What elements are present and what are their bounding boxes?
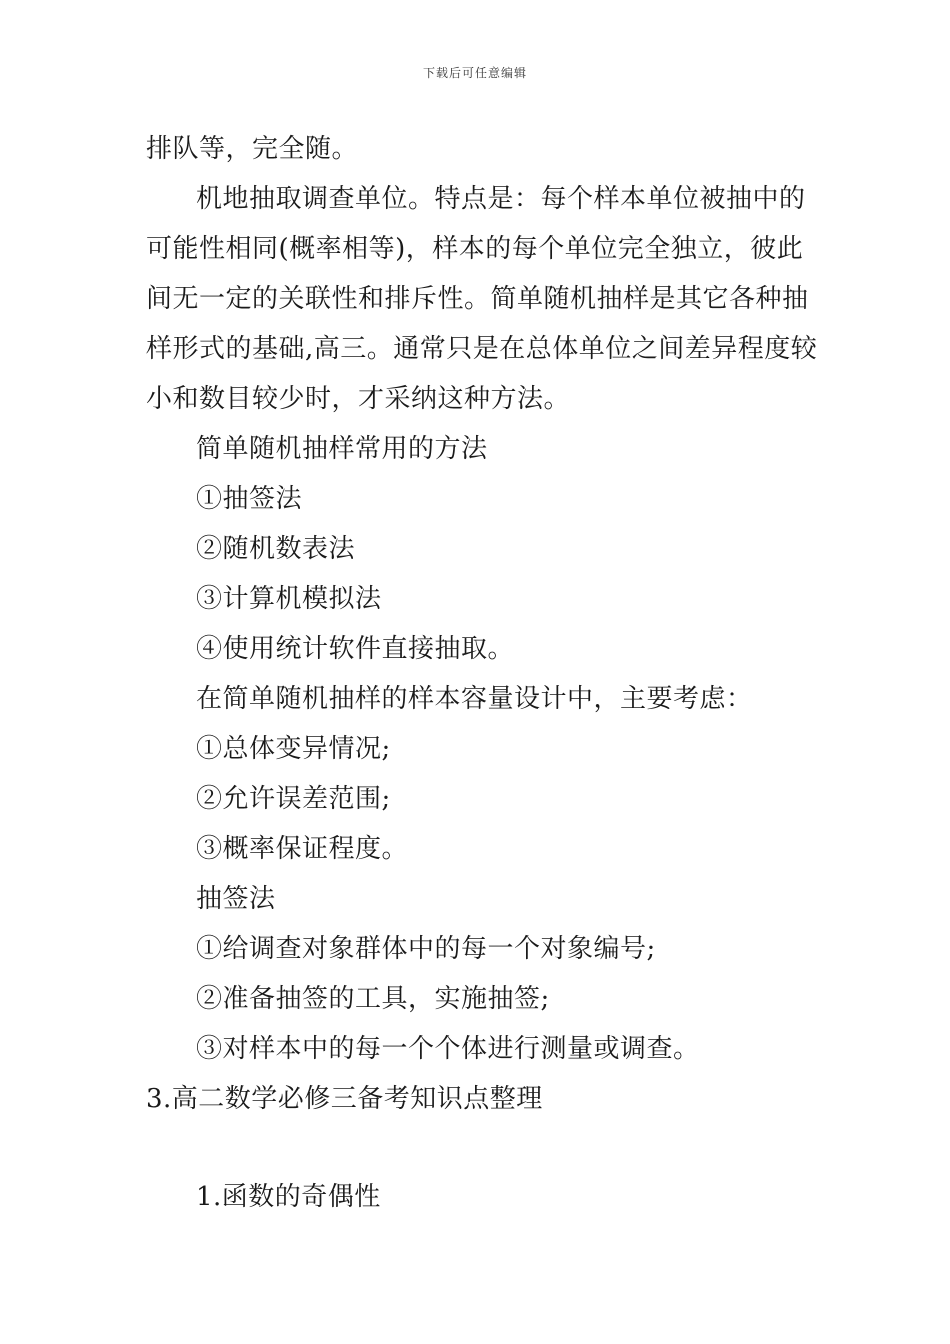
list-item: ③概率保证程度。 [196,834,409,864]
list-item: ②随机数表法 [196,534,356,564]
text-line: 小和数目较少时，才采纳这种方法。 [146,384,571,414]
list-item: ④使用统计软件直接抽取。 [196,634,515,664]
text-line: 排队等，完全随。 [146,134,359,164]
subsection-heading: 1.函数的奇偶性 [196,1182,381,1212]
text-line: 抽签法 [196,884,276,914]
list-item: ①抽签法 [196,484,303,514]
text-line: 间无一定的关联性和排斥性。简单随机抽样是其它各种抽 [146,284,809,314]
list-item: ②允许误差范围; [196,784,391,814]
list-item: ③计算机模拟法 [196,584,382,614]
text-line: 机地抽取调查单位。特点是：每个样本单位被抽中的 [196,184,806,214]
list-item: ①给调查对象群体中的每一个对象编号; [196,934,656,964]
text-line: 在简单随机抽样的样本容量设计中，主要考虑： [196,684,753,714]
list-item: ③对样本中的每一个个体进行测量或调查。 [196,1034,700,1064]
text-line: 简单随机抽样常用的方法 [196,434,488,464]
list-item: ②准备抽签的工具，实施抽签; [196,984,550,1014]
page-header: 下载后可任意编辑 [422,66,527,80]
section-heading: 3.高二数学必修三备考知识点整理 [146,1084,543,1114]
list-item: ①总体变异情况; [196,734,391,764]
text-line: 样形式的基础,高三。通常只是在总体单位之间差异程度较 [146,334,818,364]
text-line: 可能性相同(概率相等)，样本的每个单位完全独立，彼此 [146,234,804,264]
